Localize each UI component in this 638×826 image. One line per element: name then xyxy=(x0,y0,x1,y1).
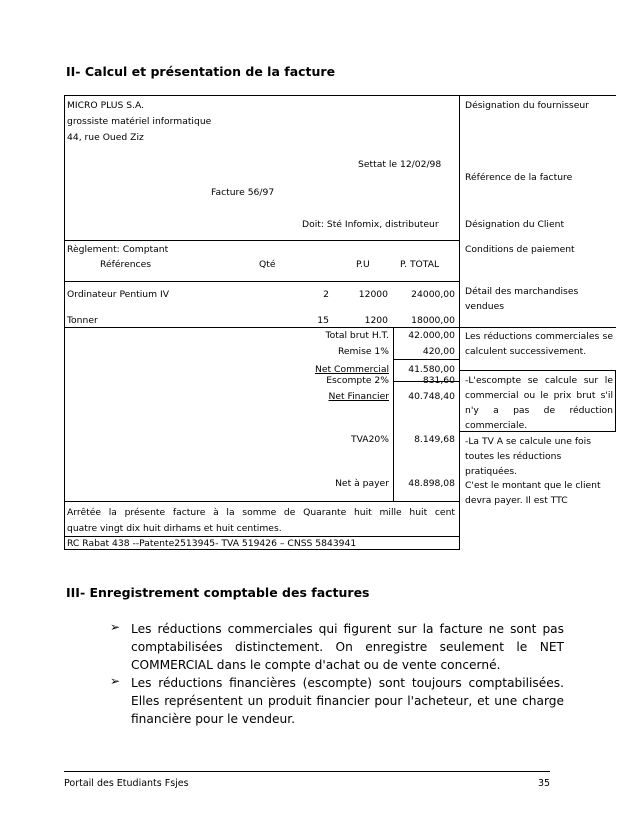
invoice-place-date: Settat le 12/02/98 xyxy=(358,159,442,170)
invoice-number: Facture 56/97 xyxy=(211,187,275,198)
note-net: C'est le montant que le client devra payer. Il est TTC xyxy=(465,480,601,506)
footer-rule xyxy=(64,771,550,772)
net-commercial-value: 41.580,00 xyxy=(408,364,455,375)
bullet-text: Les réductions financières (escompte) sont toujours comptabilisées. Elles représentent un produit financier pour l'acheteur, et une charge financière pour le vendeur. xyxy=(131,676,564,726)
note-discount: -L'escompte se calcule sur le commercial ou le prix brut s'il n'y a pas de réduction commerciale. xyxy=(465,375,613,431)
section-3-title: III- Enregistrement comptable des factures xyxy=(66,585,370,600)
net-a-payer-value: 48.898,08 xyxy=(408,478,455,489)
total-brut-label: Total brut H.T. xyxy=(325,330,389,341)
page-number: 35 xyxy=(538,778,551,789)
note-payment: Conditions de paiement xyxy=(465,244,575,255)
item-reference: Ordinateur Pentium IV xyxy=(67,289,169,300)
note-client: Désignation du Client xyxy=(465,219,565,230)
net-financier-label: Net Financier xyxy=(328,391,389,402)
escompte-label: Escompte 2% xyxy=(326,375,389,386)
payment-terms: Règlement: Comptant xyxy=(67,244,169,255)
item-total: 18000,00 xyxy=(411,315,455,326)
supplier-address: 44, rue Oued Ziz xyxy=(67,132,144,143)
item-unit-price: 12000 xyxy=(358,289,388,300)
supplier-name: MICRO PLUS S.A. xyxy=(67,100,145,111)
remise-value: 420,00 xyxy=(422,346,455,357)
arrow-bullet-icon: ➢ xyxy=(110,620,121,634)
net-commercial-label: Net Commercial xyxy=(315,364,389,375)
net-a-payer-label: Net à payer xyxy=(335,478,389,489)
item-unit-price: 1200 xyxy=(364,315,388,326)
header-unit-price: P.U xyxy=(356,259,370,270)
note-supplier: Désignation du fournisseur xyxy=(465,100,589,111)
amount-in-words-line-1: Arrêtée la présente facture à la somme de Quarante huit mille huit cent xyxy=(67,507,455,518)
header-quantity: Qté xyxy=(259,259,276,270)
bullet-text: Les réductions commerciales qui figurent sur la facture ne sont pas comptabilisées distinctement. On enregistre seulement le NET COMMERCIAL dans le compte d'achat ou de vente concerné. xyxy=(131,622,564,672)
item-total: 24000,00 xyxy=(411,289,455,300)
legal-identifiers: RC Rabat 438 --Patente2513945- TVA 519426 – CNSS 5843941 xyxy=(67,538,357,549)
note-commercial: Les réductions commerciales se calculent successivement. xyxy=(465,331,613,357)
note-goods: Détail des marchandises vendues xyxy=(465,286,579,312)
client-name: Doit: Sté Infomix, distributeur xyxy=(302,219,439,230)
tva-value: 8.149,68 xyxy=(414,434,455,445)
footer-text: Portail des Etudiants Fsjes xyxy=(64,778,189,789)
item-quantity: 2 xyxy=(323,289,329,300)
amount-in-words-line-2: quatre vingt dix huit dirhams et huit centimes. xyxy=(67,523,282,534)
total-brut-value: 42.000,00 xyxy=(408,330,455,341)
note-vat: -La TV A se calcule une fois toutes les réductions pratiquées. xyxy=(465,436,592,477)
remise-label: Remise 1% xyxy=(337,346,389,357)
supplier-activity: grossiste matériel informatique xyxy=(67,116,212,127)
section-2-title: II- Calcul et présentation de la facture xyxy=(66,64,336,79)
header-references: Références xyxy=(100,259,152,270)
net-financier-value: 40.748,40 xyxy=(408,391,455,402)
item-quantity: 15 xyxy=(317,315,329,326)
note-reference: Référence de la facture xyxy=(465,172,573,183)
arrow-bullet-icon: ➢ xyxy=(110,674,121,688)
escompte-value: 831,60 xyxy=(422,375,455,386)
item-reference: Tonner xyxy=(67,315,98,326)
tva-label: TVA20% xyxy=(350,434,389,445)
header-total: P. TOTAL xyxy=(400,259,440,270)
